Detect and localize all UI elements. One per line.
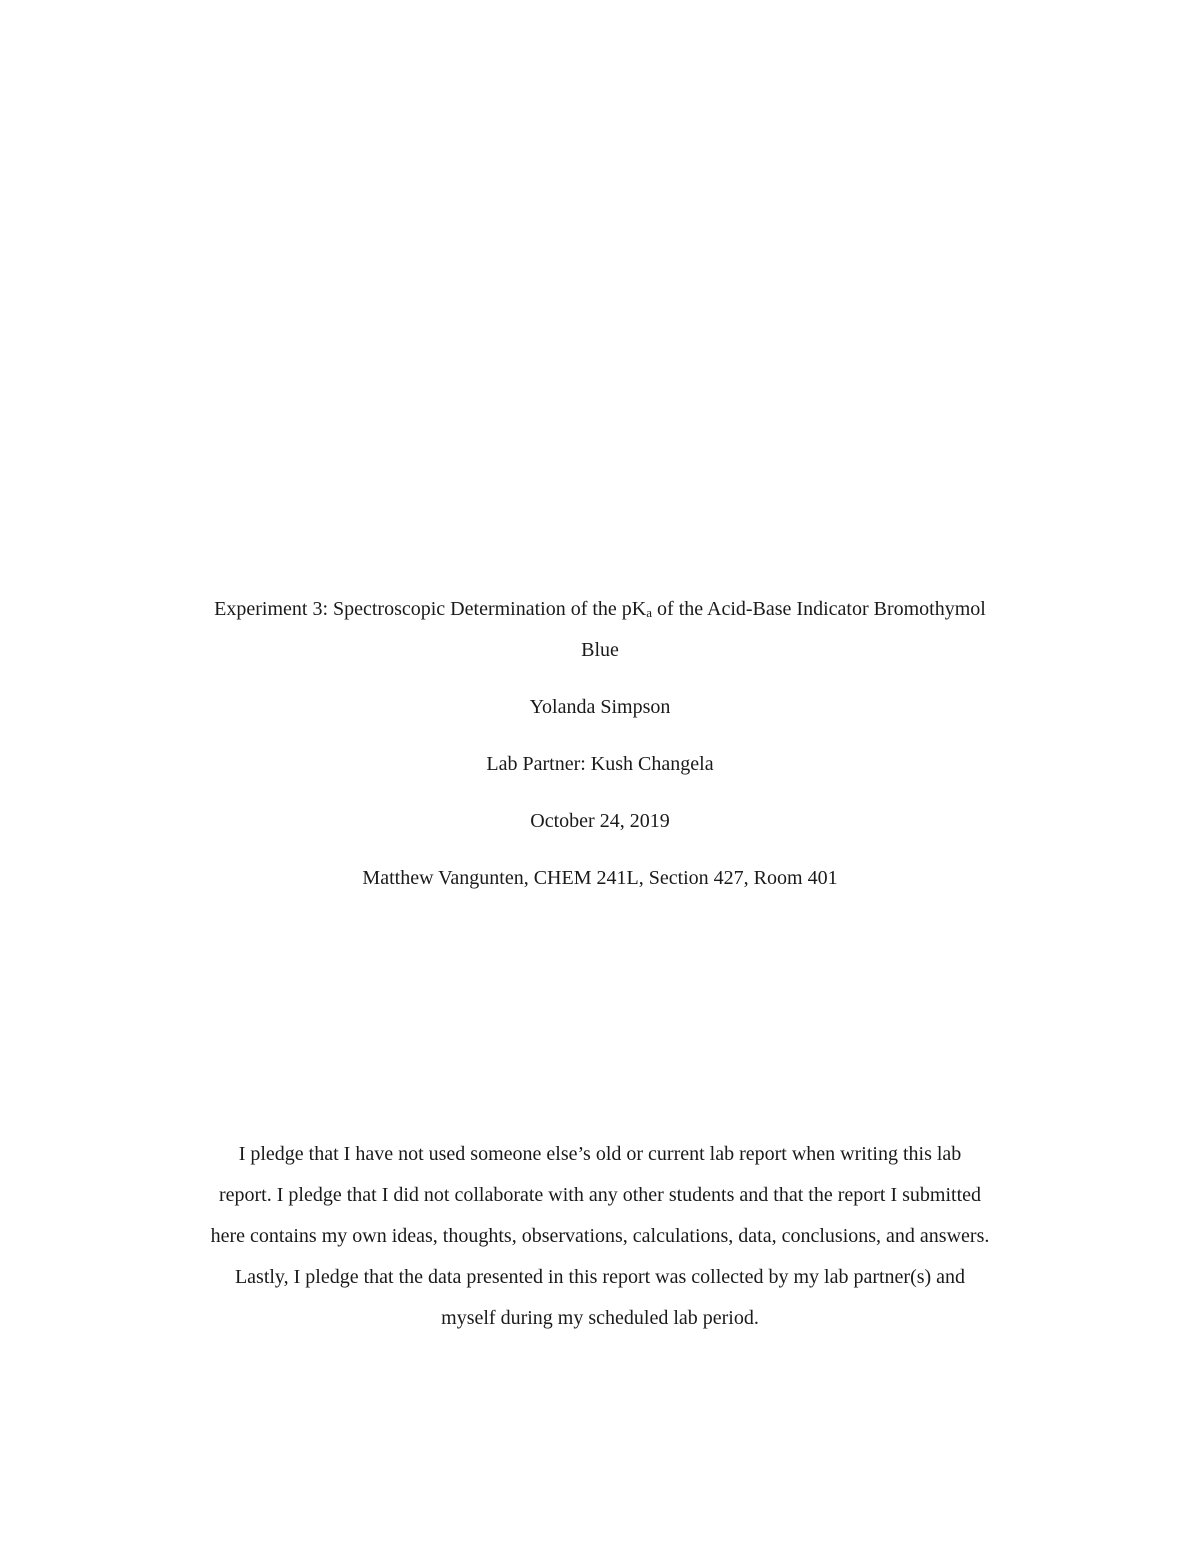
- spacer: [130, 842, 1070, 858]
- report-title-line-1: [130, 589, 1070, 630]
- title-block: [130, 589, 1070, 899]
- spacer: [130, 728, 1070, 744]
- spacer: [130, 785, 1070, 801]
- report-title-line-2: Blue: [581, 639, 619, 661]
- pledge-line: report. I pledge that I did not collaborate with any other students and that the report I submitted: [218, 1184, 981, 1206]
- report-title-part-2: of the Acid-Base Indicator Bromothymol: [652, 598, 986, 620]
- pledge-line: I pledge that I have not used someone else’s old or current lab report when writing this lab: [238, 1143, 962, 1165]
- report-title-part-1: Experiment 3: Spectroscopic Determination of the pK: [214, 598, 647, 620]
- report-title-subscript: a: [646, 605, 653, 620]
- course-info: Matthew Vangunten, CHEM 241L, Section 427, Room 401: [362, 867, 838, 889]
- author-name: Yolanda Simpson: [529, 696, 671, 718]
- lab-partner: Lab Partner: Kush Changela: [486, 753, 714, 775]
- spacer: [130, 671, 1070, 687]
- pledge-line: Lastly, I pledge that the data presented in this report was collected by my lab partner(s) and: [234, 1266, 966, 1288]
- report-date: October 24, 2019: [530, 810, 670, 832]
- pledge-line: here contains my own ideas, thoughts, observations, calculations, data, conclusions, and answers.: [210, 1225, 990, 1247]
- pledge-line: myself during my scheduled lab period.: [441, 1307, 759, 1329]
- honor-pledge: [120, 1134, 1080, 1339]
